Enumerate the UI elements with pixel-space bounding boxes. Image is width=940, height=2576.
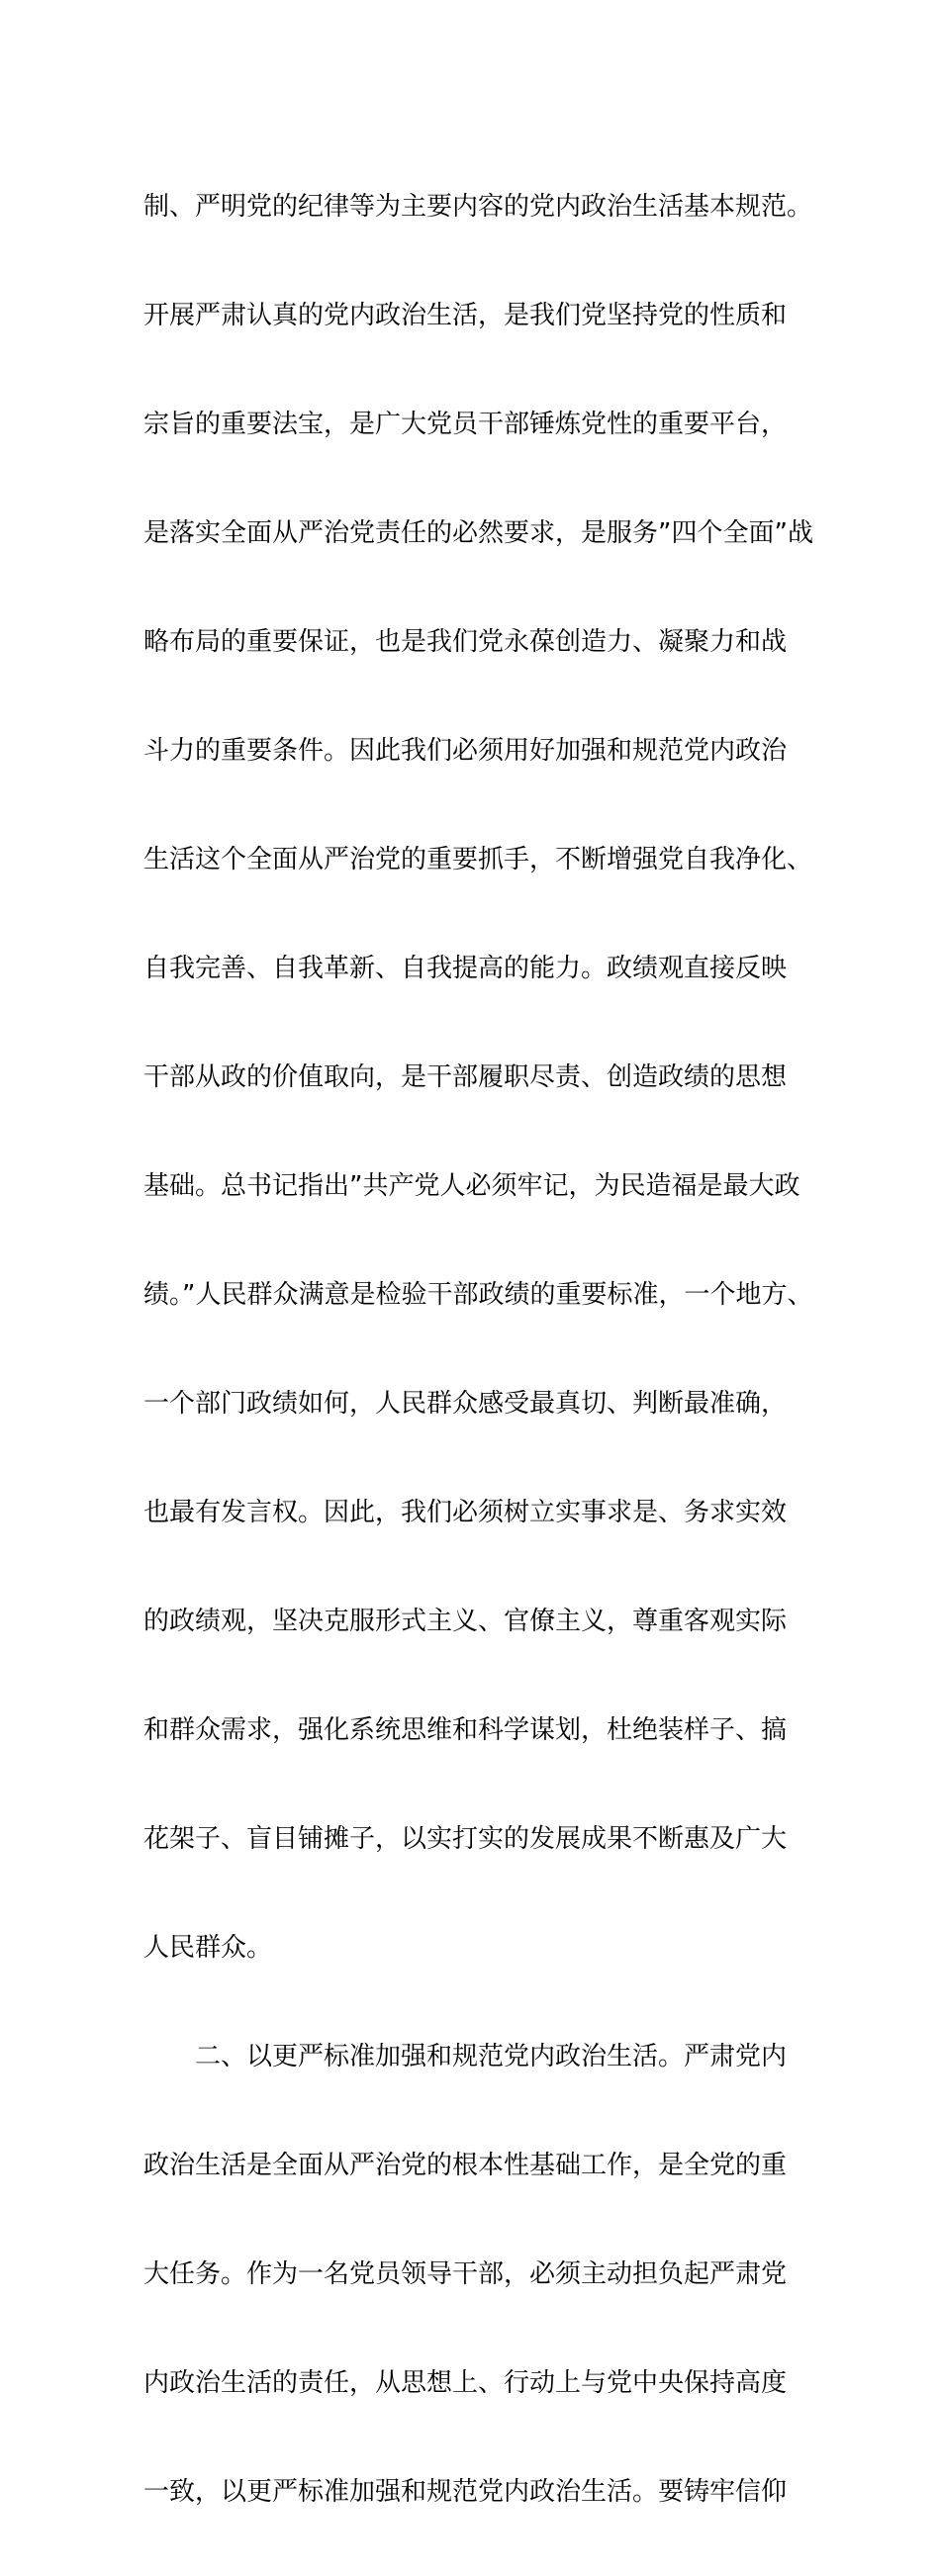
text-line: 略布局的重要保证，也是我们党永葆创造力、凝聚力和战 (143, 627, 788, 657)
body-text (143, 123, 816, 2576)
text-line: 是落实全面从严治党责任的必然要求，是服务”四个全面”战 (143, 518, 813, 548)
text-line: 内政治生活的责任，从思想上、行动上与党中央保持高度 (143, 2368, 788, 2398)
text-line: 开展严肃认真的党内政治生活，是我们党坚持党的性质和 (143, 301, 788, 330)
text-line: 也最有发言权。因此，我们必须树立实事求是、务求实效 (143, 1498, 788, 1527)
text-line: 大任务。作为一名党员领导干部，必须主动担负起严肃党 (143, 2259, 788, 2289)
text-line: 生活这个全面从严治党的重要抓手，不断增强党自我净化、 (143, 845, 813, 874)
text-line: 政治生活是全面从严治党的根本性基础工作，是全党的重 (143, 2151, 788, 2180)
text-line: 斗力的重要条件。因此我们必须用好加强和规范党内政治 (143, 736, 788, 766)
text-line: 绩。”人民群众满意是检验干部政绩的重要标准，一个地方、 (143, 1280, 813, 1310)
text-line: 和群众需求，强化系统思维和科学谋划，杜绝装样子、搞 (143, 1715, 788, 1745)
text-line: 人民群众。 (143, 1933, 273, 1963)
text-line: 自我完善、自我革新、自我提高的能力。政绩观直接反映 (143, 954, 788, 983)
text-line: 一个部门政绩如何，人民群众感受最真切、判断最准确， (143, 1389, 788, 1419)
text-line: 宗旨的重要法宝，是广大党员干部锤炼党性的重要平台， (143, 410, 788, 439)
text-line: 花架子、盲目铺摊子，以实打实的发展成果不断惠及广大 (143, 1824, 788, 1854)
text-line: 一致，以更严标准加强和规范党内政治生活。要铸牢信仰 (143, 2477, 788, 2507)
text-line: 基础。总书记指出”共产党人必须牢记，为民造福是最大政 (143, 1171, 800, 1201)
text-line: 的政绩观，坚决克服形式主义、官僚主义，尊重客观实际 (143, 1607, 788, 1636)
text-line: 制、严明党的纪律等为主要内容的党内政治生活基本规范。 (143, 192, 813, 222)
section-heading-line: 二、以更严标准加强和规范党内政治生活。严肃党内 (195, 2042, 788, 2071)
text-line: 干部从政的价值取向，是干部履职尽责、创造政绩的思想 (143, 1062, 788, 1092)
